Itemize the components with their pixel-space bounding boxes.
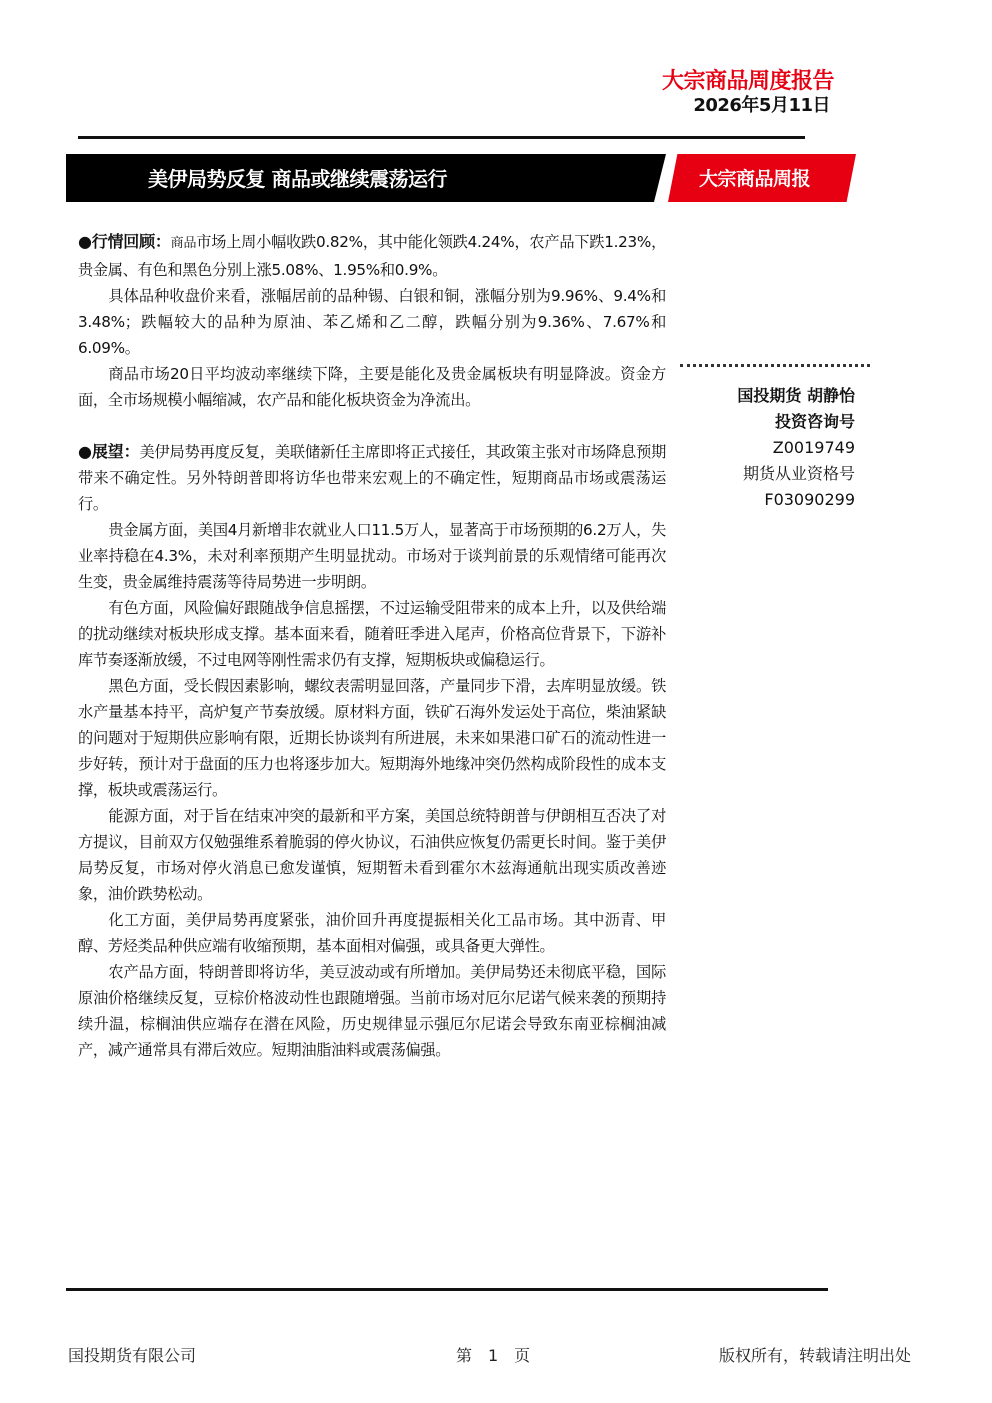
outlook-energy: 能源方面，对于旨在结束冲突的最新和平方案，美国总统特朗普与伊朗相互否决了对方提议，目前双方仅勉强维系着脆弱的停火协议，石油供应恢复仍需更长时间。鉴于美伊局势反复，市场对停火消息已愈发谨慎，短期暂未看到霍尔木兹海通航出现实质改善迹象，油价跌势松动。 <box>78 807 666 903</box>
outlook-heading-colon: ： <box>123 442 140 461</box>
review-prefix: 商品 <box>170 236 197 251</box>
outlook-agriculture: 农产品方面，特朗普即将访华，美豆波动或有所增加。美伊局势还未彻底平稳，国际原油价格继续反复，豆棕价格波动性也跟随增强。当前市场对厄尔尼诺气候来袭的预期持续升温，棕榈油供应端存在潜在风险，历史规律显示强厄尔尼诺会导致东南亚棕榈油减产，减产通常具有滞后效应。短期油脂油料或震荡偏强。 <box>78 963 666 1059</box>
review-paragraph-1 <box>78 229 666 283</box>
bottom-divider <box>66 1288 828 1291</box>
review-heading-colon: ： <box>154 232 171 251</box>
footer-page-number: 第 1 页 <box>456 1346 531 1365</box>
review-paragraph-2: 具体品种收盘价来看，涨幅居前的品种锡、白银和铜，涨幅分别为9.96%、9.4%和3.48%；跌幅较大的品种为原油、苯乙烯和乙二醇，跌幅分别为9.36%、7.67%和6.09%。 <box>78 287 666 357</box>
footer-copyright: 版权所有，转载请注明出处 <box>719 1346 912 1365</box>
review-heading: ●行情回顾 <box>78 232 155 251</box>
consult-label: 投资咨询号 <box>774 412 855 431</box>
footer-company: 国投期货有限公司 <box>68 1346 197 1365</box>
sidebar-dotted-divider <box>680 364 870 367</box>
outlook-precious-metals: 贵金属方面，美国4月新增非农就业人口11.5万人，显著高于市场预期的6.2万人，失业率持稳在4.3%，未对利率预期产生明显扰动。市场对于谈判前景的乐观情绪可能再次生变，贵金属维持震荡等待局势进一步明朗。 <box>78 521 666 591</box>
analyst-info <box>737 383 855 513</box>
report-title: 美伊局势反复 商品或继续震荡运行 <box>148 167 447 191</box>
outlook-chemicals: 化工方面，美伊局势再度紧张，油价回升再度提振相关化工品市场。其中沥青、甲醇、芳烃类品种供应端有收缩预期，基本面相对偏强，或具备更大弹性。 <box>78 911 666 955</box>
analyst-company: 国投期货 <box>737 386 802 405</box>
consult-number: Z0019749 <box>772 438 855 457</box>
outlook-paragraph-1 <box>78 439 666 517</box>
review-text-1: 市场上周小幅收跌0.82%，其中能化领跌4.24%，农产品下跌1.23%，贵金属、有色和黑色分别上涨5.08%、1.95%和0.9%。 <box>78 233 666 279</box>
report-type-heading: 大宗商品周度报告 <box>661 69 834 94</box>
outlook-text-1: 美伊局势再度反复，美联储新任主席即将正式接任，其政策主张对市场降息预期带来不确定性。另外特朗普即将访华也带来宏观上的不确定性，短期商品市场或震荡运行。 <box>78 443 667 513</box>
outlook-ferrous: 黑色方面，受长假因素影响，螺纹表需明显回落，产量同步下滑，去库明显放缓。铁水产量基本持平，高炉复产节奏放缓。原材料方面，铁矿石海外发运处于高位，柴油紧缺的问题对于短期供应影响有限，近期长协谈判有所进展，未来如果港口矿石的流动性进一步好转，预计对于盘面的压力也将逐步加大。短期海外地缘冲突仍然构成阶段性的成本支撑，板块或震荡运行。 <box>78 677 666 799</box>
outlook-heading: ●展望 <box>78 442 124 461</box>
license-number: F03090299 <box>764 490 855 509</box>
analyst-name: 胡静怡 <box>806 386 855 405</box>
top-divider <box>78 136 805 139</box>
main-body <box>78 229 666 1063</box>
license-label: 期货从业资格号 <box>742 464 855 483</box>
analyst-line <box>737 383 855 409</box>
outlook-nonferrous: 有色方面，风险偏好跟随战争信息摇摆，不过运输受阻带来的成本上升，以及供给端的扰动继续对板块形成支撑。基本面来看，随着旺季进入尾声，价格高位背景下，下游补库节奏逐渐放缓，不过电网等刚性需求仍有支撑，短期板块或偏稳运行。 <box>78 599 666 669</box>
category-tag: 大宗商品周报 <box>699 168 811 190</box>
section-gap <box>78 413 666 439</box>
report-date: 2026年5月11日 <box>693 95 830 116</box>
review-paragraph-3: 商品市场20日平均波动率继续下降，主要是能化及贵金属板块有明显降波。资金方面，全市场规模小幅缩减，农产品和能化板块资金为净流出。 <box>78 365 666 409</box>
